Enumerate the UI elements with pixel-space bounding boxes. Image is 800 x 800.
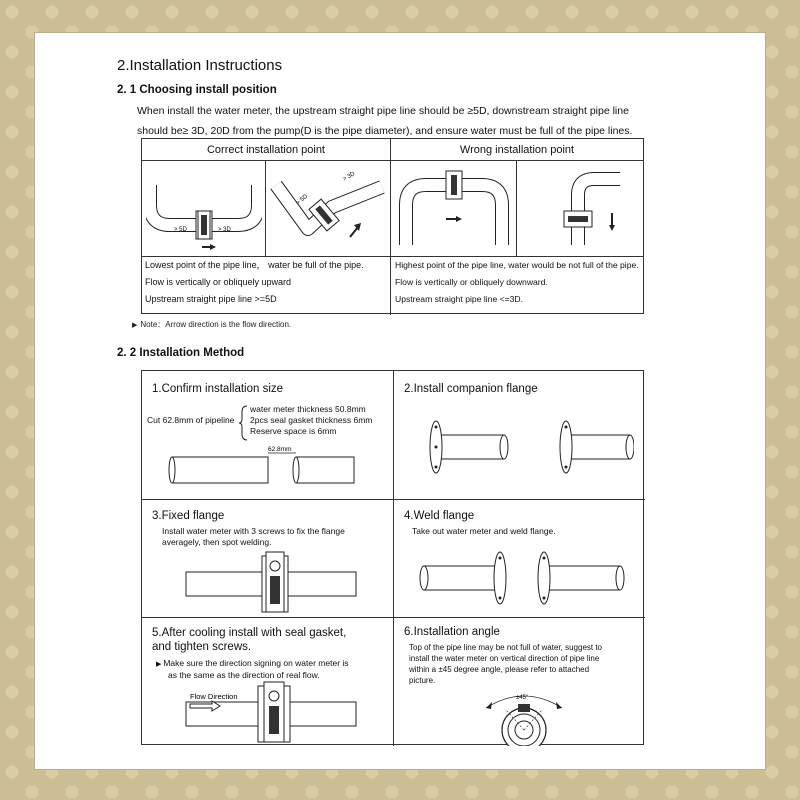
step-seal-gasket [142,618,393,746]
step-companion-flange [394,371,645,499]
step6-text-3: within a ±45 degree angle, please refer to attached [409,665,590,674]
step5-title-2: and tighten screws. [152,641,252,653]
figure-oblique-upward [268,165,388,253]
wrong-header: Wrong installation point [391,139,643,161]
brace-icon [238,404,248,442]
wrong-desc-2: Flow is vertically or obliquely downward. [395,277,548,287]
step4-text: Take out water meter and weld flange. [412,526,556,536]
correct-desc-3: Upstream straight pipe line >=5D [145,294,277,304]
step3-text [162,526,345,548]
size-items [250,404,372,437]
bullet-icon: ▶ [156,661,164,668]
angle-label: ±45° [516,695,529,701]
correct-desc-1: Lowest point of the pipe line， water be full of the pipe. [145,260,364,270]
fig-divider-left [265,161,266,256]
svg-text:> 3D: > 3D [342,171,357,183]
correct-description [145,257,389,308]
wrong-description [395,257,643,308]
fig-divider-right [516,161,517,256]
table-divider [390,139,391,315]
companion-flange-figure [414,411,634,491]
step5-text-2: as the same as the direction of real flow. [168,670,320,680]
gap-label: 62.8mm [268,446,292,453]
wrong-desc-3: Upstream straight pipe line <=3D. [395,294,524,304]
flow-note-text: Note：Arrow direction is the flow direction. [140,320,292,329]
figure-highest-point [394,165,514,253]
step6-text [409,642,602,686]
step6-text-1: Top of the pipe line may be not full of water, suggest to [409,643,603,652]
section-title-method: 2. 2 Installation Method [117,347,245,359]
instruction-page [34,32,766,770]
step6-text-4: picture. [409,676,436,685]
correct-desc-2: Flow is vertically or obliquely upward [145,277,292,287]
install-position-table [141,138,644,314]
step3-title: 3.Fixed flange [152,510,225,522]
label-gt3d: > 3D [218,227,231,233]
flow-direction-label: Flow Direction [190,692,238,701]
step6-text-2: install the water meter on vertical direction of pipe line [409,654,600,663]
step3-text-2: averagely, then spot welding. [162,537,272,547]
cut-label: Cut 62.8mm of pipeline [147,415,235,425]
size-item-1: water meter thickness 50.8mm [250,404,366,414]
step5-text [156,658,349,681]
svg-text:> 5D: > 5D [295,193,310,207]
flow-note [132,319,291,330]
page-title: 2.Installation Instructions [117,57,283,74]
cut-pipe-figure [168,443,358,493]
size-item-3: Reserve space is 6mm [250,426,337,436]
section-title-choosing: 2. 1 Choosing install position [117,84,277,96]
step-confirm-size [142,371,393,499]
label-gt5d: > 5D [174,227,187,233]
step2-title: 2.Install companion flange [404,383,538,395]
step4-title: 4.Weld flange [404,510,475,522]
size-item-2: 2pcs seal gasket thickness 6mm [250,415,373,425]
step-fixed-flange [142,500,393,617]
step5-title [152,626,346,654]
step-weld-flange [394,500,645,617]
intro-line-1: When install the water meter, the upstream straight pipe line should be ≥5D, downstream straight pipe line [137,105,629,117]
installation-method-grid [141,370,644,745]
figure-vertical-downward [520,165,640,253]
bullet-icon: ▶ [132,322,138,329]
fixed-flange-figure [182,548,362,616]
step5-text-1: Make sure the direction signing on water meter is [163,658,349,668]
step-installation-angle [394,618,645,746]
seal-gasket-figure [182,680,362,744]
figure-lowest-point [146,165,262,253]
intro-line-2: should be≥ 3D, 20D from the pump(D is the pipe diameter), and ensure water must be full of the pipe lines. [137,125,633,137]
step1-title: 1.Confirm installation size [152,383,284,395]
step5-title-1: 5.After cooling install with seal gasket, [152,627,347,639]
weld-flange-figure [414,544,634,616]
angle-figure [464,690,584,746]
section-intro [137,101,727,141]
wrong-desc-1: Highest point of the pipe line, water would be not full of the pipe. [395,260,639,270]
correct-header: Correct installation point [142,139,390,161]
step3-text-1: Install water meter with 3 screws to fix the flange [162,526,345,536]
step6-title: 6.Installation angle [404,626,500,638]
